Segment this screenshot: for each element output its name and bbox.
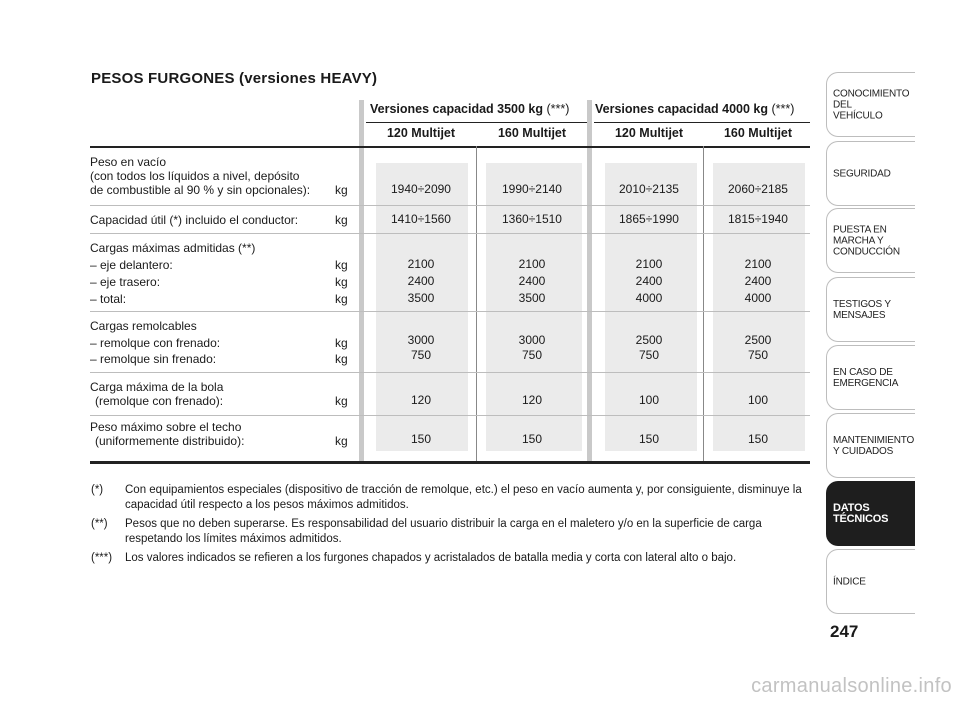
value-cell: 2100 [407,257,435,271]
tab-label: ÍNDICE [833,576,866,587]
value-cell: 2100 [744,257,772,271]
group-header-4000: Versiones capacidad 4000 kg (***) [595,102,795,116]
value-cell: 4000 [635,291,663,305]
value-cell: 1410÷1560 [391,212,451,226]
footnotes [91,483,806,571]
value-cell: 2010÷2135 [619,182,679,196]
value-cell: 150 [747,432,769,446]
tab-emergencia[interactable] [826,345,915,410]
footnote-mark: (**) [91,518,108,530]
unit-label: kg [335,292,348,306]
footnote-text: Con equipamientos especiales (dispositivo de tracción de remolque, etc.) el peso en vacío aumenta y, por consiguiente, disminuye la capacidad útil respecto a los pesos máximos admitidos. [125,484,802,511]
row-separator [90,311,810,312]
group-divider [587,100,592,461]
weights-table [90,100,810,465]
value-cell: 3000 [407,333,435,347]
column-header: 160 Multijet [723,126,793,140]
header-rule [594,122,810,123]
value-cell: 2500 [635,333,663,347]
value-cell: 2100 [635,257,663,271]
row-label-vacio: Peso en vacío (con todos los líquidos a nivel, depósito de combustible al 90 % y sin opcionales): [90,155,311,197]
value-cell: 120 [410,393,432,407]
table-bottom-rule [90,461,810,464]
value-cell: 150 [521,432,543,446]
tab-label: SEGURIDAD [833,168,891,179]
row-sublabel: – eje trasero: [90,275,161,289]
tab-testigos[interactable] [826,277,915,342]
value-cell: 2060÷2185 [728,182,788,196]
value-cell: 2400 [407,274,435,288]
tab-label: DATOS TÉCNICOS [833,501,889,525]
column-header: 120 Multijet [614,126,684,140]
value-cell: 2500 [744,333,772,347]
value-cell: 1990÷2140 [502,182,562,196]
value-cell: 3500 [518,291,546,305]
value-cell: 1865÷1990 [619,212,679,226]
tab-mantenimiento[interactable] [826,413,915,478]
value-cell: 100 [747,393,769,407]
unit-label: kg [335,336,348,350]
row-label-cargas: Cargas máximas admitidas (**) [90,241,256,255]
footnote-mark: (***) [91,552,113,564]
row-label-bola: Carga máxima de la bola (remolque con frenado): [90,380,224,408]
group-header-3500: Versiones capacidad 3500 kg (***) [370,102,570,116]
value-cell: 1360÷1510 [502,212,562,226]
row-sublabel: – remolque sin frenado: [90,352,217,366]
unit-label: kg [335,434,348,448]
tab-seguridad[interactable] [826,141,915,206]
value-cell: 750 [521,348,543,362]
value-cell: 150 [410,432,432,446]
row-label-util: Capacidad útil (*) incluido el conductor: [90,213,299,227]
row-separator [90,415,810,416]
unit-label: kg [335,394,348,408]
group-divider [359,100,364,461]
value-cell: 750 [410,348,432,362]
tab-indice[interactable] [826,549,915,614]
footnote [91,517,806,546]
tab-label: MANTENIMIENTO Y CUIDADOS [833,434,915,457]
row-separator [90,372,810,373]
page-number: 247 [830,622,859,641]
tab-datos-tecnicos[interactable] [826,481,915,546]
footnote [91,483,806,512]
footnote [91,551,806,566]
value-cell: 100 [638,393,660,407]
watermark: carmanualsonline.info [751,675,952,697]
row-label-remolcables: Cargas remolcables [90,319,197,333]
value-cell: 750 [638,348,660,362]
unit-label: kg [335,213,348,227]
value-cell: 750 [747,348,769,362]
footnote-text: Pesos que no deben superarse. Es responsabilidad del usuario distribuir la carga en el maletero y/o en la superficie de carga respetando los límites máximos admitidos. [125,518,762,545]
value-cell: 2400 [518,274,546,288]
row-separator [90,205,810,206]
value-cell: 2400 [635,274,663,288]
row-label-techo: Peso máximo sobre el techo (uniformemente distribuido): [90,420,245,448]
tab-conocimiento[interactable] [826,72,915,137]
tab-puesta-en-marcha[interactable] [826,208,915,273]
tab-label: PUESTA EN MARCHA Y CONDUCCIÓN [833,224,900,257]
header-rule [366,122,587,123]
value-cell: 2100 [518,257,546,271]
value-cell: 2400 [744,274,772,288]
header-bottom-rule [90,146,810,148]
value-cell: 3500 [407,291,435,305]
unit-label: kg [335,183,348,197]
unit-label: kg [335,258,348,272]
value-cell: 1940÷2090 [391,182,451,196]
value-cell: 4000 [744,291,772,305]
value-cell: 150 [638,432,660,446]
footnote-text: Los valores indicados se refieren a los furgones chapados y acristalados de batalla media y corta con lateral alto o bajo. [125,552,737,564]
value-cell: 3000 [518,333,546,347]
unit-label: kg [335,275,348,289]
row-sublabel: – eje delantero: [90,258,173,272]
column-header: 160 Multijet [497,126,567,140]
footnote-mark: (*) [91,484,104,496]
row-sublabel: – total: [90,292,127,306]
row-sublabel: – remolque con frenado: [90,336,221,350]
unit-label: kg [335,352,348,366]
tab-label: TESTIGOS Y MENSAJES [833,298,891,321]
row-separator [90,233,810,234]
tab-label: EN CASO DE EMERGENCIA [833,366,899,389]
column-header: 120 Multijet [386,126,456,140]
value-cell: 1815÷1940 [728,212,788,226]
page-title: PESOS FURGONES (versiones HEAVY) [91,70,378,87]
value-cell: 120 [521,393,543,407]
tab-label: CONOCIMIENTO DEL VEHÍCULO [833,88,910,121]
